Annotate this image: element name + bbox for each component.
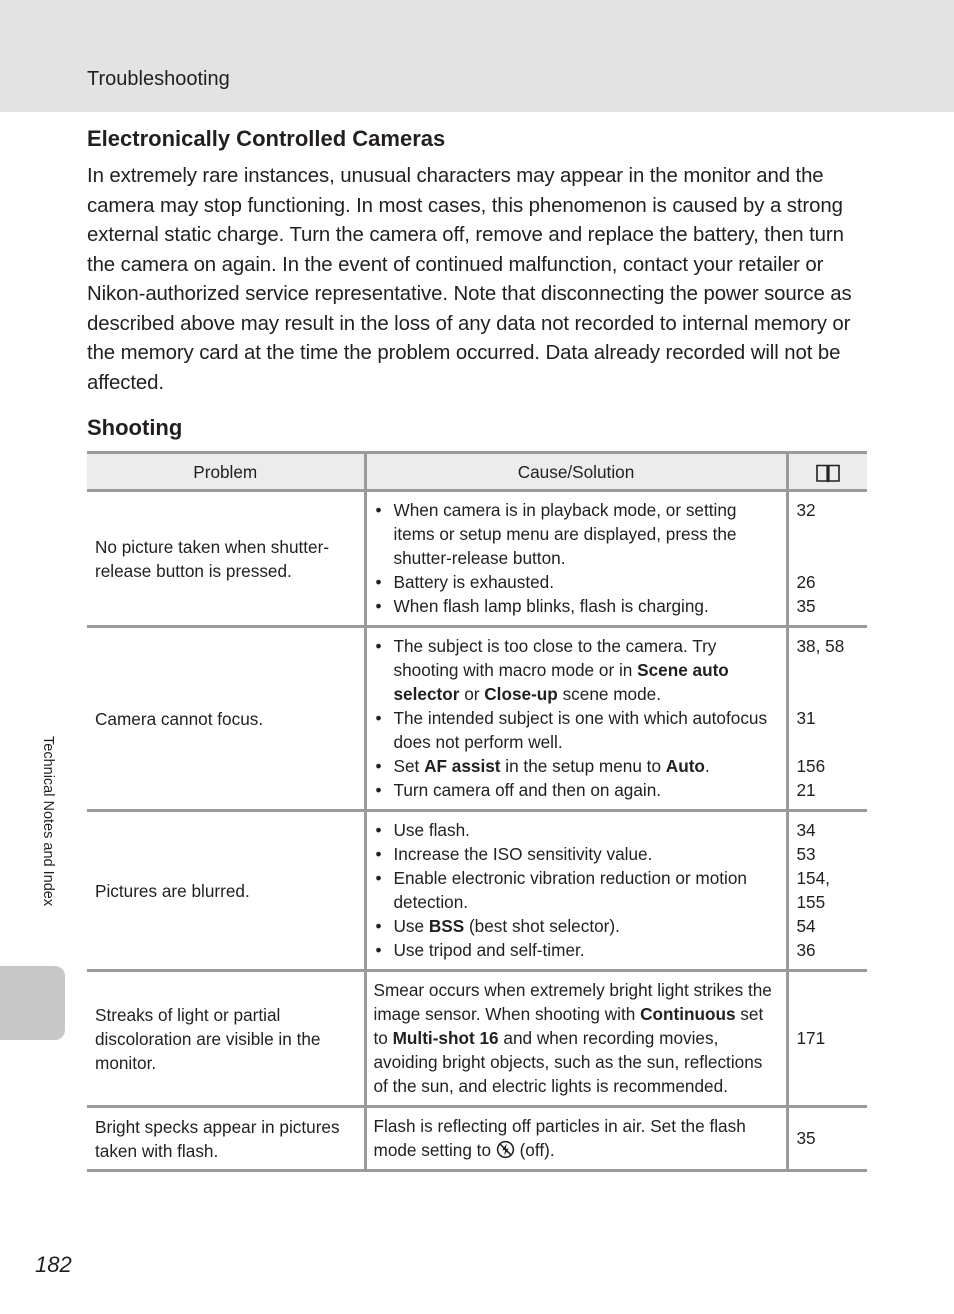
problem-cell: Bright specks appear in pictures taken with flash. <box>87 1107 365 1171</box>
cause-cell <box>365 627 787 811</box>
cause-item: • Enable electronic vibration reduction or motion detection. <box>374 866 778 914</box>
cause-item: • Turn camera off and then on again. <box>374 778 778 802</box>
book-reference-icon <box>815 462 841 484</box>
page-reference: 154, <box>796 868 830 888</box>
reference-cell <box>787 811 867 971</box>
page-reference: 54 <box>796 916 816 936</box>
page-reference: 36 <box>796 940 816 960</box>
side-tab-label <box>36 736 56 956</box>
troubleshooting-table <box>87 451 867 1172</box>
cause-cell: Flash is reflecting off particles in air. Set the flash mode setting to (off). <box>365 1107 787 1171</box>
page-reference: 35 <box>796 1128 816 1148</box>
page-reference: 26 <box>796 572 816 592</box>
page-reference: 38, 58 <box>796 636 845 656</box>
page-reference <box>797 522 868 546</box>
side-tab-label-text: Technical Notes and Index <box>40 736 56 907</box>
cause-cell: Smear occurs when extremely bright light strikes the image sensor. When shooting with Continuous set to Multi-shot 16 and when recording movies, avoiding bright objects, such as the sun, reflections of the sun, and electric lights is recommended. <box>365 971 787 1107</box>
problem-cell: No picture taken when shutter-release button is pressed. <box>87 491 365 627</box>
column-header-cause-solution: Cause/Solution <box>365 453 787 491</box>
cause-item: • When camera is in playback mode, or setting items or setup menu are displayed, press the shutter-release button. <box>374 498 778 570</box>
section-body-electronically-controlled-cameras: In extremely rare instances, unusual characters may appear in the monitor and the camera may stop functioning. In most cases, this phenomenon is caused by a strong external static charge. Turn the camera off, remove and replace the battery, then turn the camera on again. In the event of continued malfunction, contact your retailer or Nikon-authorized service representative. Note that disconnecting the power source as described above may result in the loss of any data not recorded to internal memory or the memory card at the time the problem occurred. Data already recorded will not be affected. <box>87 165 852 394</box>
table-row <box>87 627 867 811</box>
problem-cell: Streaks of light or partial discoloration are visible in the monitor. <box>87 971 365 1107</box>
cause-item: • Set AF assist in the setup menu to Auto. <box>374 754 778 778</box>
cause-item: • Use flash. <box>374 818 778 842</box>
page-reference <box>797 730 868 754</box>
cause-item: • Use BSS (best shot selector). <box>374 914 778 938</box>
page-reference: 35 <box>796 596 816 616</box>
page-reference: 31 <box>796 708 816 728</box>
cause-item: • Use tripod and self-timer. <box>374 938 778 962</box>
page-reference: 32 <box>796 500 816 520</box>
section-title-electronically-controlled-cameras: Electronically Controlled Cameras <box>87 126 446 151</box>
problem-cell: Pictures are blurred. <box>87 811 365 971</box>
page-reference: 34 <box>796 820 816 840</box>
cause-item: • Battery is exhausted. <box>374 570 778 594</box>
page-reference <box>797 658 868 682</box>
reference-cell <box>787 627 867 811</box>
reference-cell <box>787 491 867 627</box>
column-header-problem: Problem <box>87 453 365 491</box>
reference-cell <box>787 971 867 1107</box>
running-head: Troubleshooting <box>87 68 230 90</box>
page-reference: 53 <box>796 844 816 864</box>
cause-item: • The subject is too close to the camera. Try shooting with macro mode or in Scene auto selector or Close-up scene mode. <box>374 634 778 706</box>
cause-item: • Increase the ISO sensitivity value. <box>374 842 778 866</box>
page-reference: 171 <box>796 1028 826 1048</box>
section-title-shooting: Shooting <box>87 415 183 440</box>
page-reference <box>797 546 868 570</box>
section-thumb-tab <box>0 966 65 1040</box>
table-header-row <box>87 453 867 491</box>
page-reference: 156 <box>796 756 826 776</box>
page-reference: 21 <box>796 780 816 800</box>
cause-item: • The intended subject is one with which autofocus does not perform well. <box>374 706 778 754</box>
cause-item: • When flash lamp blinks, flash is charging. <box>374 594 778 618</box>
page-reference: 155 <box>796 892 826 912</box>
reference-cell <box>787 1107 867 1171</box>
problem-cell: Camera cannot focus. <box>87 627 365 811</box>
table-row <box>87 1107 867 1171</box>
table-row <box>87 491 867 627</box>
table-row <box>87 811 867 971</box>
page-number: 182 <box>35 1252 72 1277</box>
cause-cell <box>365 811 787 971</box>
table-row <box>87 971 867 1107</box>
header-band <box>0 0 954 112</box>
flash-off-icon <box>496 1140 515 1159</box>
cause-cell <box>365 491 787 627</box>
page-reference <box>797 682 868 706</box>
column-header-reference <box>787 453 867 491</box>
